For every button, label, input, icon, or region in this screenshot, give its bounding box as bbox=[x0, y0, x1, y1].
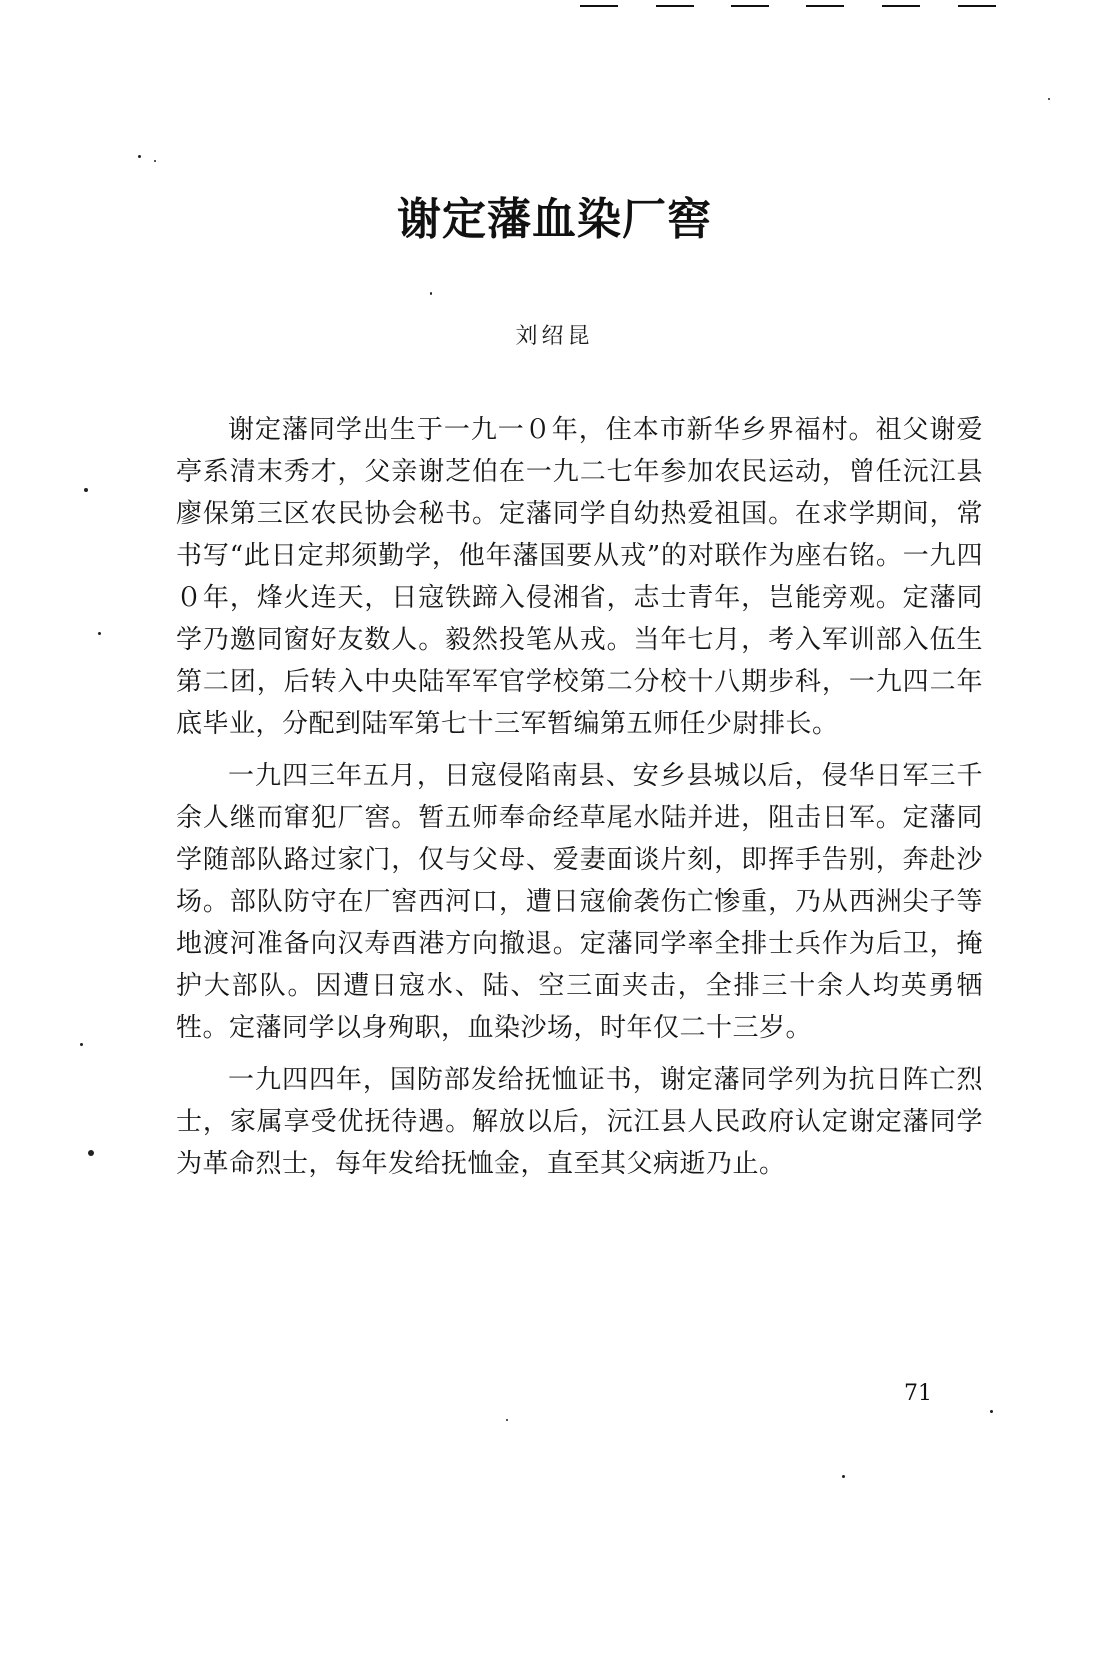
article-body bbox=[176, 409, 983, 1185]
scan-speck bbox=[430, 292, 432, 295]
header-rule bbox=[731, 5, 769, 7]
scan-speck bbox=[80, 1043, 83, 1046]
header-rule bbox=[806, 5, 844, 7]
article-title: 谢定藩血染厂窖 bbox=[397, 194, 712, 245]
scan-speck bbox=[1048, 98, 1050, 100]
paragraph: 一九四四年，国防部发给抚恤证书，谢定藩同学列为抗日阵亡烈士，家属享受优抚待遇。解放以后，沅江县人民政府认定谢定藩同学为革命烈士，每年发给抚恤金，直至其父病逝乃止。 bbox=[176, 1065, 983, 1179]
scan-speck bbox=[88, 1150, 94, 1156]
paragraph: 谢定藩同学出生于一九一０年，住本市新华乡界福村。祖父谢爱亭系清末秀才，父亲谢芝伯在一九二七年参加农民运动，曾任沅江县廖保第三区农民协会秘书。定藩同学自幼热爱祖国。在求学期间，常书写“此日定邦须勤学，他年藩国要从戎”的对联作为座右铭。一九四０年，烽火连天，日寇铁蹄入侵湘省，志士青年，岂能旁观。定藩同学乃邀同窗好友数人。毅然投笔从戎。当年七月，考入军训部入伍生第二团，后转入中央陆军军官学校第二分校十八期步科，一九四二年底毕业，分配到陆军第七十三军暂编第五师任少尉排长。 bbox=[176, 415, 983, 739]
scan-speck bbox=[990, 1410, 993, 1413]
header-rule bbox=[882, 5, 920, 7]
header-rule bbox=[656, 5, 694, 7]
scan-speck bbox=[138, 155, 141, 158]
header-rule bbox=[580, 5, 618, 7]
scan-speck bbox=[98, 632, 101, 635]
header-rule bbox=[958, 5, 996, 7]
article-author: 刘绍昆 bbox=[515, 324, 594, 349]
scan-speck bbox=[84, 488, 88, 492]
paragraph: 一九四三年五月，日寇侵陷南县、安乡县城以后，侵华日军三千余人继而窜犯厂窖。暂五师奉命经草尾水陆并进，阻击日军。定藩同学随部队路过家门，仅与父母、爱妻面谈片刻，即挥手告别，奔赴沙场。部队防守在厂窖西河口，遭日寇偷袭伤亡惨重，乃从西洲尖子等地渡河准备向汉寿酉港方向撤退。定藩同学率全排士兵作为后卫，掩护大部队。因遭日寇水、陆、空三面夹击，全排三十余人均英勇牺牲。定藩同学以身殉职，血染沙场，时年仅二十三岁。 bbox=[176, 761, 983, 1043]
scan-speck bbox=[842, 1475, 845, 1478]
scan-speck bbox=[506, 1419, 508, 1421]
page-number: 71 bbox=[904, 1381, 932, 1406]
scan-speck bbox=[154, 160, 156, 162]
